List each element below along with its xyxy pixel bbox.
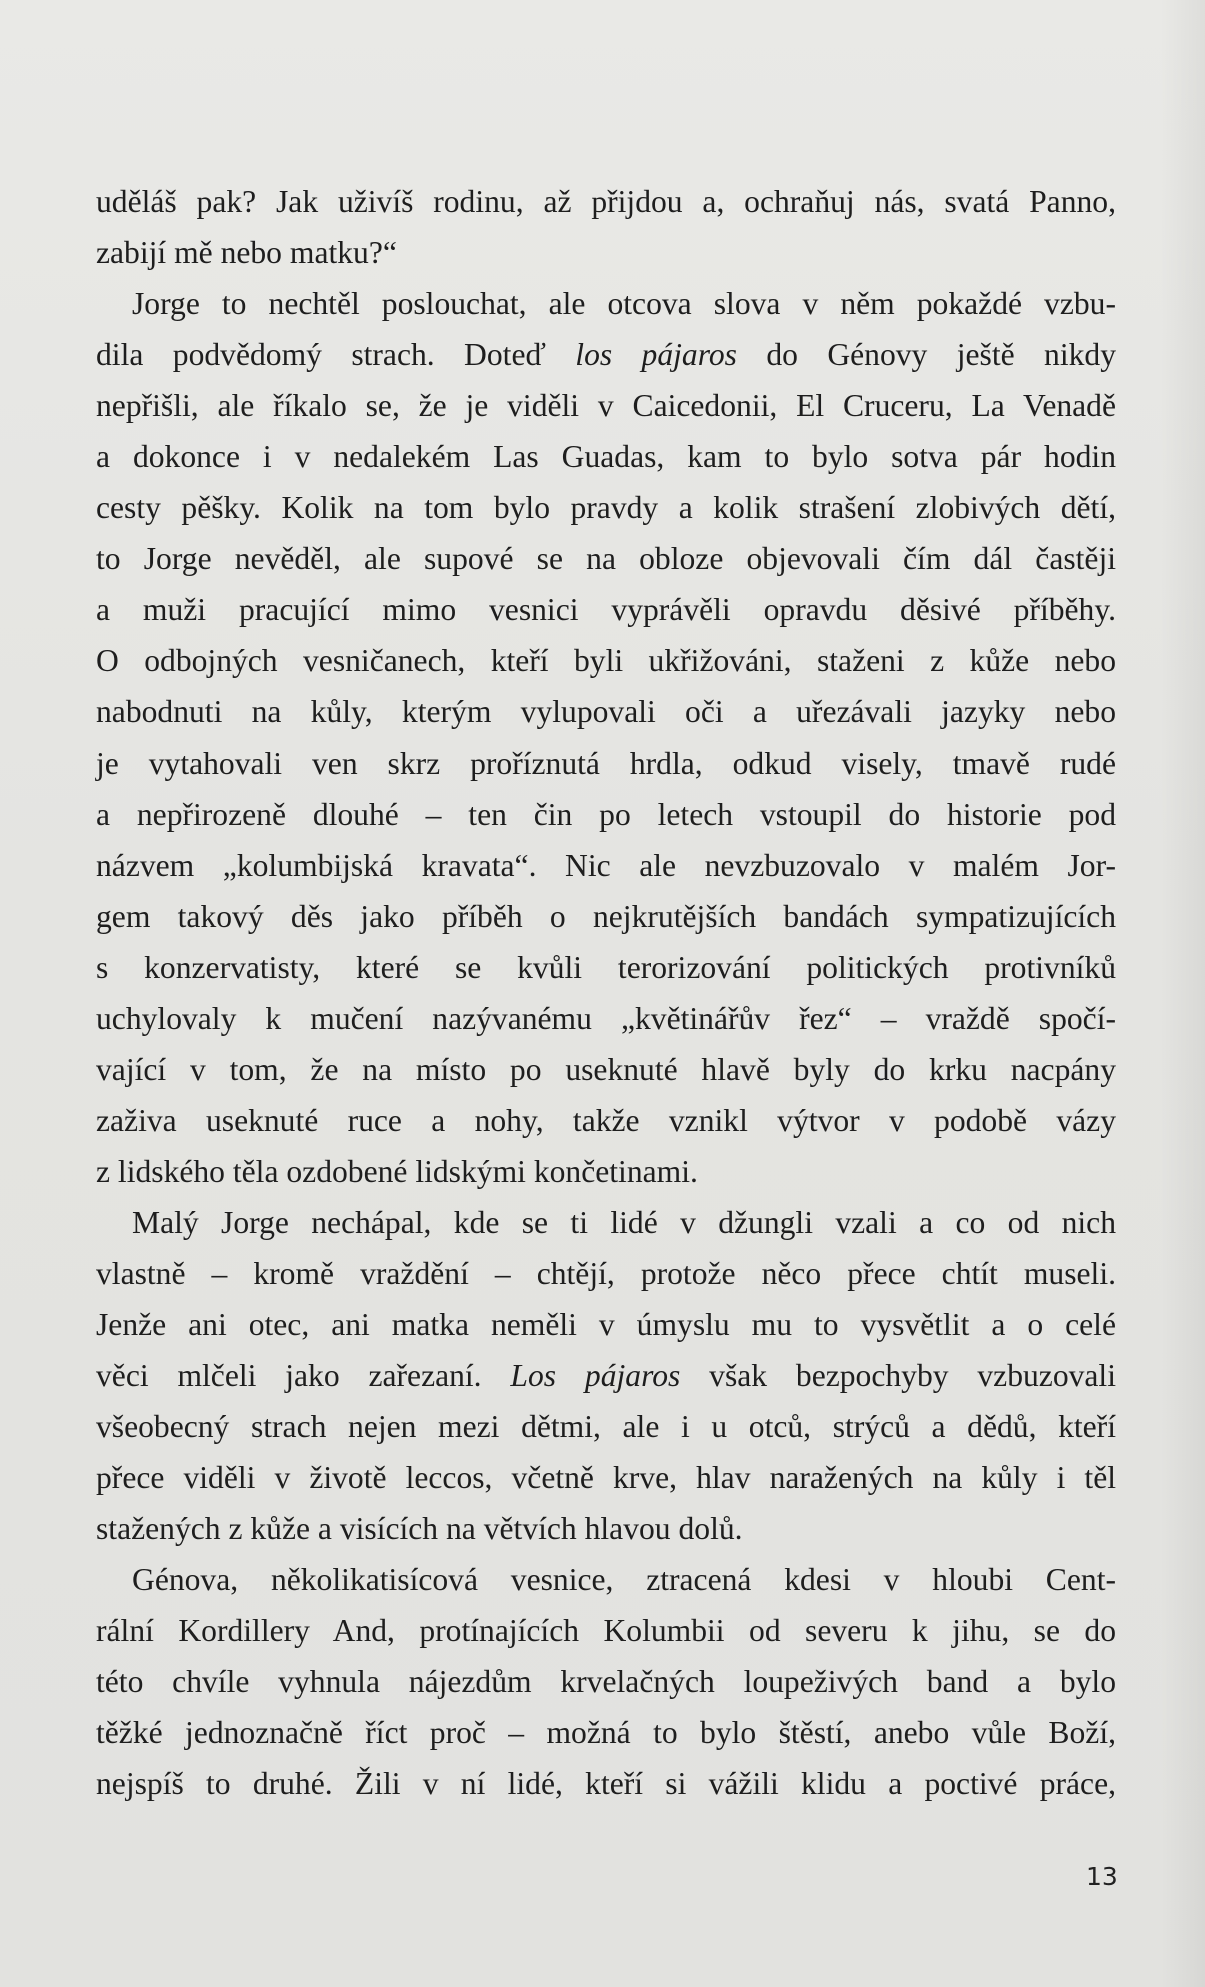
- body-text: [96, 176, 1116, 1810]
- text-line: cesty pěšky. Kolik na tom bylo pravdy a kolik strašení zlobivých dětí,: [96, 490, 1116, 526]
- italic-term: los pájaros: [575, 337, 737, 373]
- text-line: nejspíš to druhé. Žili v ní lidé, kteří si vážili klidu a poctivé práce,: [96, 1766, 1116, 1802]
- text-line: stažených z kůže a visících na větvích hlavou dolů.: [96, 1511, 743, 1547]
- text-line: dila podvědomý strach. Doteď los pájaros do Génovy ještě nikdy: [96, 337, 1117, 373]
- text-line: a nepřirozeně dlouhé – ten čin po letech vstoupil do historie pod: [96, 796, 1116, 832]
- italic-term: Los pájaros: [510, 1358, 681, 1394]
- page-edge-shadow: [1160, 0, 1205, 1987]
- text-line: Jenže ani otec, ani matka neměli v úmyslu mu to vysvětlit a o celé: [96, 1307, 1116, 1343]
- text-line: a dokonce i v nedalekém Las Guadas, kam to bylo sotva pár hodin: [96, 439, 1116, 475]
- text-line: s konzervatisty, které se kvůli terorizování politických protivníků: [96, 949, 1116, 985]
- text-line: všeobecný strach nejen mezi dětmi, ale i u otců, strýců a dědů, kteří: [96, 1409, 1116, 1445]
- text-line: názvem „kolumbijská kravata“. Nic ale nevzbuzovalo v malém Jor-: [96, 847, 1116, 883]
- text-line: nepřišli, ale říkalo se, že je viděli v Caicedonii, El Cruceru, La Venadě: [96, 388, 1116, 424]
- text-line: věci mlčeli jako zařezaní. Los pájaros však bezpochyby vzbuzovali: [96, 1358, 1116, 1394]
- text-line: těžké jednoznačně říct proč – možná to bylo štěstí, anebo vůle Boží,: [96, 1715, 1116, 1751]
- text-line: uchylovaly k mučení nazývanému „květinářův řez“ – vraždě spočí-: [96, 1000, 1116, 1036]
- text-line: O odbojných vesničanech, kteří byli ukřižováni, staženi z kůže nebo: [96, 643, 1116, 679]
- text-line: je vytahovali ven skrz proříznutá hrdla, odkud visely, tmavě rudé: [96, 745, 1116, 781]
- text-line: Jorge to nechtěl poslouchat, ale otcova slova v něm pokaždé vzbu-: [132, 286, 1116, 322]
- text-line: Génova, několikatisícová vesnice, ztracená kdesi v hloubi Cent-: [132, 1562, 1116, 1598]
- text-line: Malý Jorge nechápal, kde se ti lidé v džungli vzali a co od nich: [132, 1204, 1116, 1240]
- text-line: a muži pracující mimo vesnici vyprávěli opravdu děsivé příběhy.: [96, 592, 1116, 628]
- text-line: vající v tom, že na místo po useknuté hlavě byly do krku nacpány: [96, 1051, 1116, 1087]
- text-line: zaživa useknuté ruce a nohy, takže vznikl výtvor v podobě vázy: [96, 1102, 1116, 1138]
- text-line: zabijí mě nebo matku?“: [96, 235, 397, 271]
- text-line: uděláš pak? Jak uživíš rodinu, až přijdou a, ochraňuj nás, svatá Panno,: [96, 184, 1116, 219]
- text-line: této chvíle vyhnula nájezdům krvelačných loupeživých band a bylo: [96, 1664, 1116, 1700]
- text-line: to Jorge nevěděl, ale supové se na obloze objevovali čím dál častěji: [96, 541, 1116, 577]
- text-line: gem takový děs jako příběh o nejkrutějších bandách sympatizujících: [96, 898, 1116, 934]
- page-number: 13: [1086, 1862, 1118, 1891]
- text-line: nabodnuti na kůly, kterým vylupovali oči a uřezávali jazyky nebo: [96, 694, 1116, 730]
- text-line: vlastně – kromě vraždění – chtějí, protože něco přece chtít museli.: [96, 1255, 1116, 1291]
- text-line: z lidského těla ozdobené lidskými končetinami.: [96, 1153, 698, 1189]
- text-line: rální Kordillery And, protínajících Kolumbii od severu k jihu, se do: [96, 1613, 1116, 1649]
- text-line: přece viděli v životě leccos, včetně krve, hlav naražených na kůly i těl: [96, 1460, 1116, 1496]
